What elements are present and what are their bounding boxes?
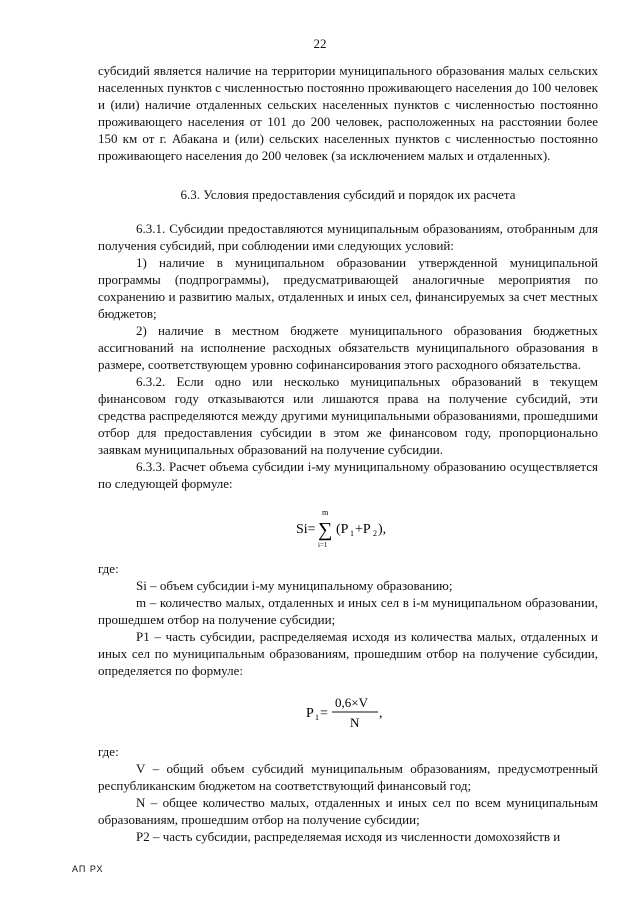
section-heading: 6.3. Условия предоставления субсидий и порядок их расчета [180, 187, 516, 202]
formula-p1-eq: = [320, 706, 328, 721]
paragraph-6-3-3: 6.3.3. Расчет объема субсидии i-му муниципальному образованию осуществляется по следующей формуле: [98, 459, 598, 491]
condition-1: 1) наличие в муниципальном образовании утвержденной муниципальной программы (подпрограммы), предусматривающей аналогичные мероприятия по сохранению и развитию малых, отдаленных и иных сел, финансируемых за счет местных бюджетов; [98, 255, 598, 321]
formula-si-close: ), [378, 522, 387, 537]
formula-p1-tail: , [379, 706, 383, 721]
definition-p1: P1 – часть субсидии, распределяемая исходя из количества малых, отдаленных и иных сел по муниципальным образованиям, прошедшим отбор на получение субсидии, определяется по формуле: [98, 629, 598, 678]
footer-stamp: АП РХ [72, 864, 104, 874]
definition-v: V – общий объем субсидий муниципальным образованиям, предусмотренный республиканским бюджетом на соответствующий финансовый год; [98, 761, 598, 793]
definition-si: Si – объем субсидии i-му муниципальному образованию; [136, 578, 453, 593]
formula-p1-lhs-sub: 1 [315, 713, 319, 722]
formula-si-lhs: Si= [296, 522, 316, 537]
formula-p1-graphic [278, 693, 418, 733]
where-label-2: где: [98, 744, 119, 759]
formula-si-sum-sign: ∑ [318, 519, 333, 541]
condition-2: 2) наличие в местном бюджете муниципального образования бюджетных ассигнований на исполнение расходных обязательств муниципального образования в размере, соответствующем уровню софинансирования этого расходного обязательства. [98, 323, 598, 372]
intro-paragraph: субсидий является наличие на территории муниципального образования малых сельских населенных пунктов с численностью постоянно проживающего населения до 100 человек и (или) наличие отдаленных сельских населенных пунктов с численностью постоянно проживающего населения от 101 до 200 человек, расположенных на расстоянии более 150 км от г. Абакана и (или) сельских населенных пунктов с численностью постоянно проживающего населения до 200 человек (за исключением малых и отдаленных). [98, 63, 598, 163]
formula-si [98, 506, 598, 550]
formula-si-sub2: 2 [373, 529, 377, 538]
formula-si-sum-top: m [322, 508, 329, 517]
formula-si-sum-bottom: i=1 [318, 541, 328, 549]
formula-si-sub1: 1 [350, 529, 354, 538]
formula-si-plus: +P [355, 522, 371, 537]
paragraph-6-3-2: 6.3.2. Если одно или несколько муниципальных образований в текущем финансовом году отказываются или лишаются права на получение субсидий, эти средства распределяются между другими муниципальными образованиями, прошедшими отбор для предоставления субсидии в этом же финансовом году, пропорционально заявкам муниципальных образований на получение субсидии. [98, 374, 598, 457]
formula-p1-lhs: P [306, 706, 314, 721]
formula-si-graphic [268, 506, 428, 550]
page-number: 22 [313, 36, 327, 51]
definition-p2: P2 – часть субсидии, распределяемая исходя из численности домохозяйств и [136, 829, 561, 844]
where-label-1: где: [98, 561, 119, 576]
formula-p1 [98, 693, 598, 733]
definition-m: m – количество малых, отдаленных и иных сел в i-м муниципальном образовании, прошедшем отбор на получение субсидии; [98, 595, 598, 627]
formula-si-body: (P [336, 522, 349, 537]
paragraph-6-3-1: 6.3.1. Субсидии предоставляются муниципальным образованиям, отобранным для получения субсидий, при соблюдении ими следующих условий: [98, 221, 598, 253]
formula-p1-numerator: 0,6×V [335, 695, 368, 710]
formula-p1-denominator: N [350, 715, 360, 730]
definition-n: N – общее количество малых, отдаленных и иных сел по всем муниципальным образованиям, прошедшим отбор на получение субсидии; [98, 795, 598, 827]
document-body [98, 62, 598, 845]
